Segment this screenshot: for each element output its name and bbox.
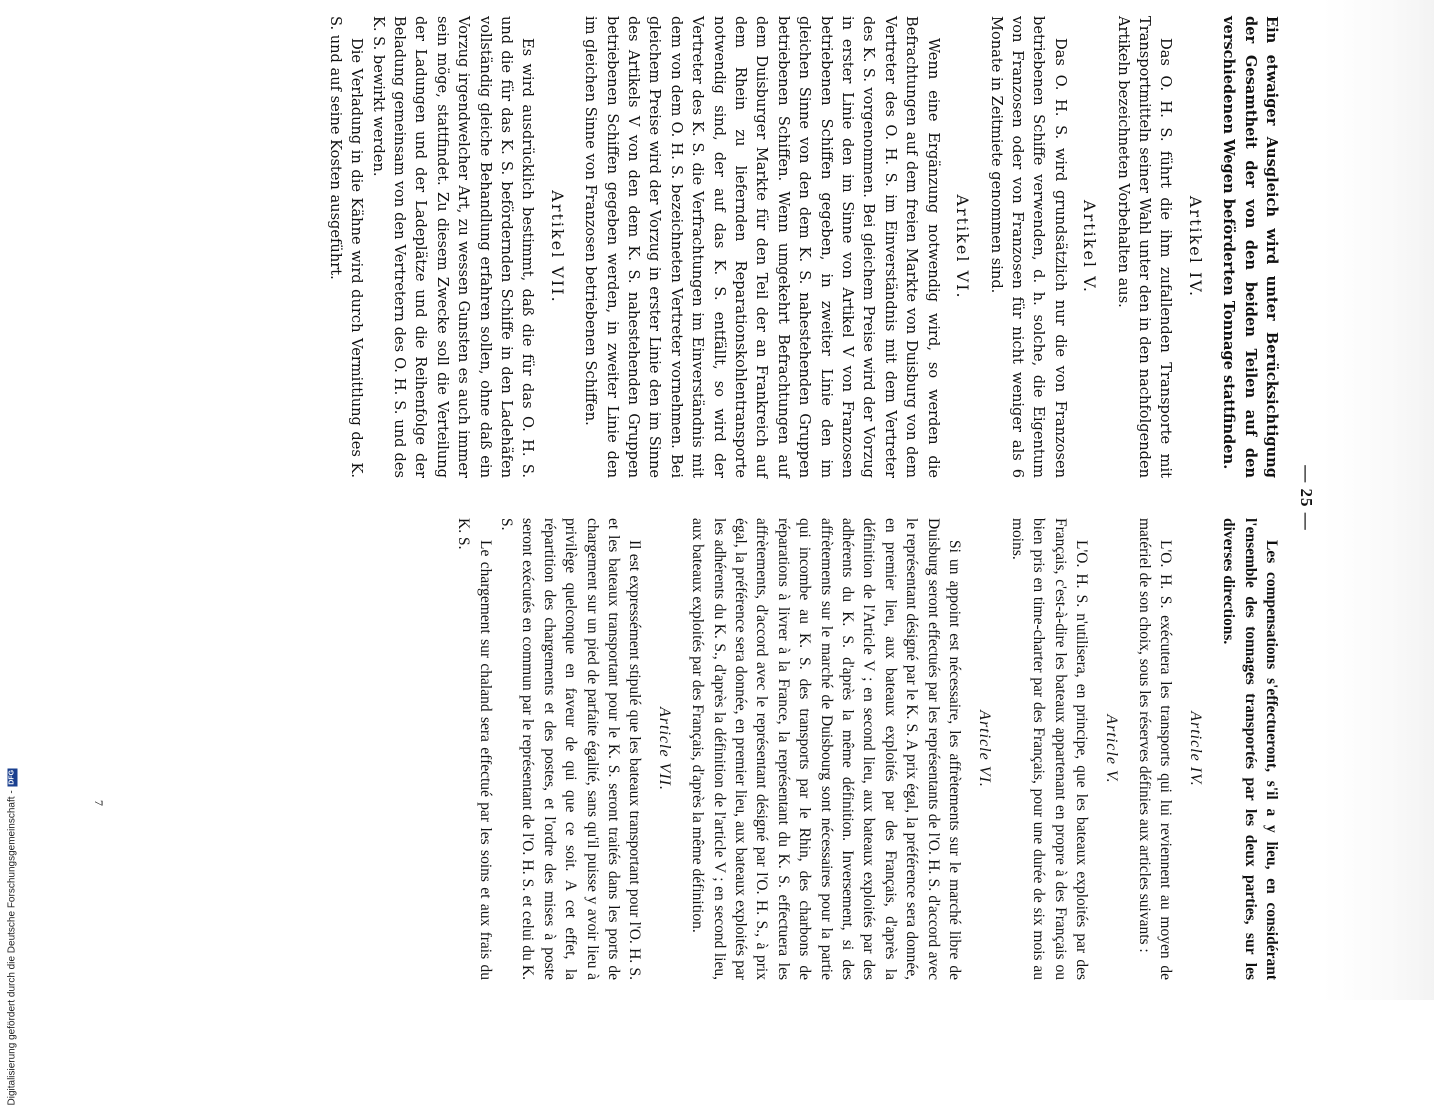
folio-number: 7 [92, 800, 106, 806]
french-article-7-heading: Article VII. [655, 707, 673, 791]
side-margin [2, 0, 18, 1106]
german-column [324, 16, 1282, 478]
german-article-7-text-2: Die Verladung in die Kähne wird durch Vermittlung des K. S. und auf seine Kosten ausgeführt. [326, 16, 366, 478]
german-article-4-text: Das O. H. S. führt die ihm zufallenden Transporte mit Transportmitteln seiner Wahl unter den in den nachfolgenden Artikeln bezeichneten Vorbehalten aus. [1114, 16, 1175, 478]
scan-page-edge [1322, 0, 1434, 1000]
french-column [453, 518, 1282, 980]
french-article-6-heading: Article VI. [975, 710, 993, 788]
german-article-6-text: Wenn eine Ergänzung notwendig wird, so werden die Befrachtungen auf dem freien Markte von Duisburg von dem Vertreter des O. H. S. im Einverständnis mit dem Vertreter des K. S. vorgenommen. Bei gleichem Preise wird der Vorzug in erster Linie den im Sinne von Artikel V von Franzosen betriebenen Schiffen gegeben, in zweiter Linie den im gleichen Sinne von den dem K. S. nahestehenden Gruppen betriebenen Schiffen. Wenn umgekehrt Befrachtungen auf dem Duisburger Markte für den Teil der an Frankreich auf dem Rhein zu liefernden Reparationskohlentransporte notwendig sind, der auf das K. S. entfällt, so wird der Vertreter des K. S. die Verfrachtungen im Einverständnis mit dem von dem O. H. S. bezeichneten Vertreter vornehmen. Bei gleichem Preise wird der Vorzug in erster Linie den im Sinne des Artikels V von den dem K. S. nahestehenden Gruppen betriebenen Schiffen gegeben werden, in zweiter Linie den im gleichen Sinne von Franzosen betriebenen Schiffen. [582, 16, 942, 478]
german-article-4-heading: Artikel IV. [1185, 195, 1205, 299]
german-article-6-heading: Artikel VI. [953, 194, 973, 300]
french-intro: Les compensations s'effectueront, s'il a y lieu, en considérant l'ensemble des tonnages transportés par les deux parties, sur les diverses directions. [1220, 518, 1280, 980]
dfg-logo: DFG [8, 769, 15, 785]
french-article-7-text-2: Le chargement sur chaland sera effectué par les soins et aux frais du K. S. [455, 518, 494, 980]
funding-note [7, 486, 18, 1106]
german-article-7-heading: Artikel VII. [547, 190, 567, 304]
french-article-5-heading: Article V. [1102, 714, 1120, 784]
german-article-5-heading: Artikel V. [1080, 200, 1100, 294]
french-article-4-heading: Article IV. [1186, 711, 1204, 787]
german-article-5-text: Das O. H. S. wird grundsätzlich nur die von Franzosen betriebenen Schiffe verwenden, d. h. solche, die Eigentum von Franzosen oder von Franzosen für nicht weniger als 6 Monate in Zeitmiete genommen sind. [987, 16, 1069, 478]
printed-sheet [110, 8, 1322, 988]
scanned-page [110, 8, 1322, 988]
german-intro: Ein etwaiger Ausgleich wird unter Berücksichtigung der Gesamtheit der von den beiden Teilen auf den verschiedenen Wegen beförderten Tonnage stattfinden. [1220, 16, 1280, 478]
french-article-4-text: L'O. H. S. exécutera les transports qui lui reviennent au moyen de matériel de son choix, sous les réserves définies aux articles suivants : [1135, 518, 1175, 980]
page-number: — 25 — [1297, 465, 1316, 531]
french-article-5-text: L'O. H. S. n'utilisera, en principe, que les bateaux exploités par des Français, c'est-à-dire les bateaux appartenant en propre à des Français ou bien pris en time-charter par des Français, pour une durée de six mois au moins. [1008, 518, 1091, 980]
funding-note-text: Digitalisierung gefördert durch die Deutsche Forschungsgemeinschaft - [6, 790, 18, 1106]
french-article-6-text: Si un appoint est nécessaire, les affrètements sur le marché libre de Duisburg seront effectués par les représentants de l'O. H. S. d'accord avec le représentant désigné par le K. S. A prix égal, la préférence sera donnée, en premier lieu, aux bateaux exploités par des Français, d'après la définition de l'Article V ; en second lieu, aux bateaux exploités par des adhérents du K. S. d'après la même définition. Inversement, si des affrètements sur le marché de Duisbourg sont nécessaires pour la partie qui incombe au K. S. des transports par le Rhin, des charbons de réparations à livrer à la France, la représentant du K. S. effectuera les affrètements, d'accord avec le représentant désigné par l'O. H. S., à prix égal, la préférence sera donnée, en premier lieu, aux bateaux exploités par les adhérents du K. S., d'après la définition de l'article V ; en second lieu, aux bateaux exploités par des Français, d'après la même définition. [689, 518, 964, 980]
french-article-7-text: Il est expressément stipulé que les bateaux transportant pour l'O. H. S. et les bateaux transportant pour le K. S. seront traités dans les ports de chargement sur un pied de parfaite égalité, sans qu'il puisse y avoir lieu à privilège quelconque en faveur de qui que ce soit. A cet effet, la répartition des chargements et des postes, et l'ordre des mises à poste seront exécutés en commun par le représentant de l'O. H. S. et celui du K. S. [498, 518, 644, 980]
german-article-7-text: Es wird ausdrücklich bestimmt, daß die für das O. H. S. und die für das K. S. befördernden Schiffe in den Ladehäfen vollständig gleiche Behandlung erfahren sollen, ohne daß ein Vorzug irgendwelcher Art, zu wessen Gunsten es auch immer sein möge, stattfindet. Zu diesem Zwecke soll die Verteilung der Ladungen und der Ladeplätze und die Reihenfolge der Beladung gemeinsam von den Vertretern des O. H. S. und des K. S. bewirkt werden. [369, 16, 537, 478]
